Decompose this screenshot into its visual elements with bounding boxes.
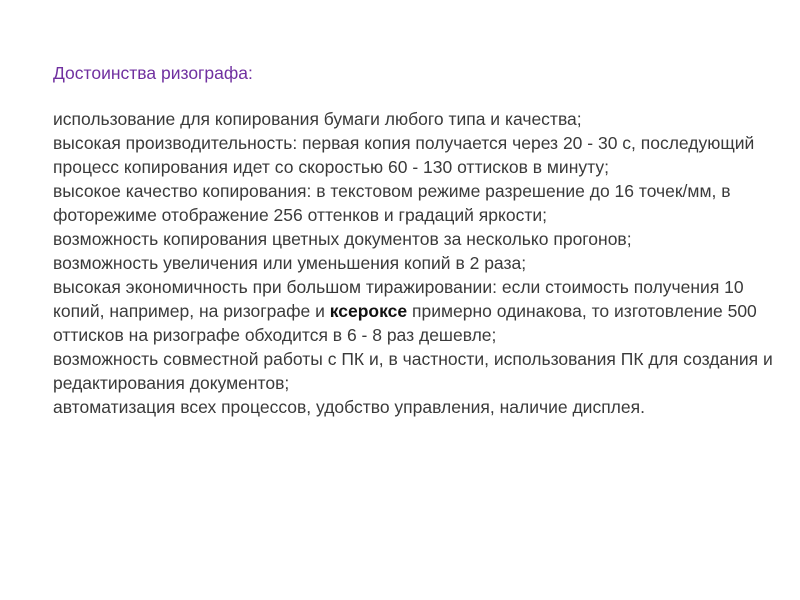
advantages-list xyxy=(53,107,773,419)
list-item xyxy=(53,275,773,347)
list-item: высокое качество копирования: в текстовом режиме разрешение до 16 точек/мм, в фоторежиме отображение 256 оттенков и градаций яркости; xyxy=(53,181,731,225)
list-item-text: примерно одинакова, то изготовление 500 оттисков на ризографе обходится в 6 - 8 раз дешевле; xyxy=(53,301,757,345)
list-item: высокая производительность: первая копия получается через 20 - 30 с, последующий процесс копирования идет со скоростью 60 - 130 оттисков в минуту; xyxy=(53,133,755,177)
slide-title: Достоинства ризографа: xyxy=(53,63,253,83)
list-item: автоматизация всех процессов, удобство управления, наличие дисплея. xyxy=(53,397,645,417)
list-item-emphasis: ксероксе xyxy=(329,301,408,321)
list-item: использование для копирования бумаги любого типа и качества; xyxy=(53,109,582,129)
slide-content xyxy=(53,61,773,419)
list-item-text: высокая экономичность при большом тиражировании: если стоимость получения 10 копий, например, на ризографе и xyxy=(53,277,744,321)
list-item: возможность копирования цветных документов за несколько прогонов; xyxy=(53,229,632,249)
list-item: возможность совместной работы с ПК и, в частности, использования ПК для создания и редактирования документов; xyxy=(53,349,773,393)
list-item: возможность увеличения или уменьшения копий в 2 раза; xyxy=(53,253,527,273)
